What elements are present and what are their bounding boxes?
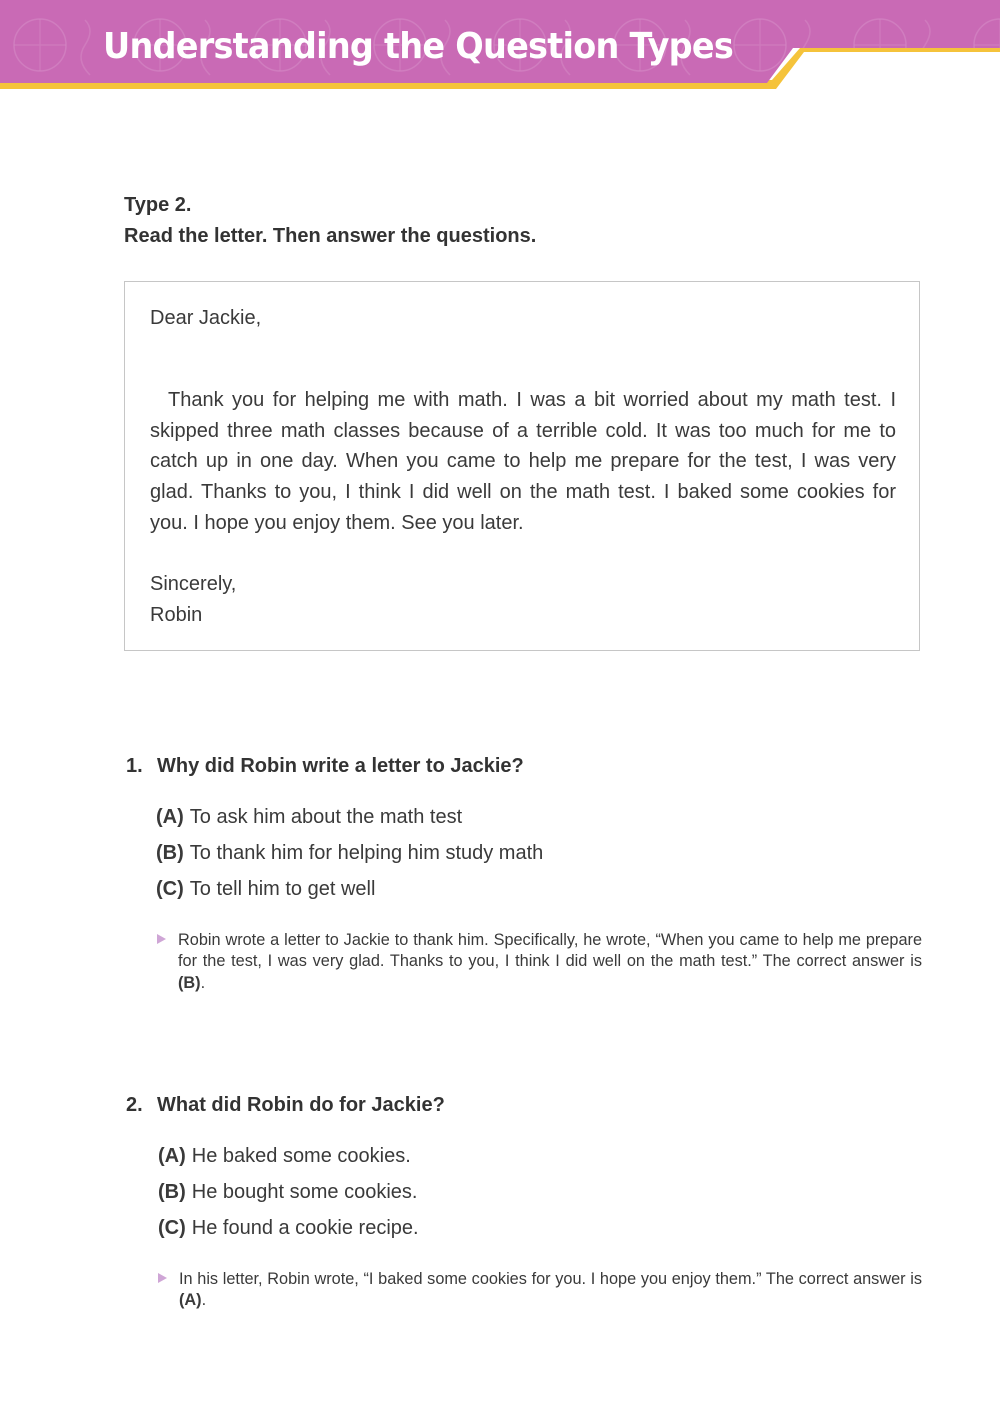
correct-answer: (B)	[178, 973, 201, 992]
explanation-2	[179, 1269, 922, 1312]
option-1c[interactable]	[156, 878, 375, 901]
page-title: Understanding the Question Types	[103, 26, 734, 67]
header-banner	[0, 0, 1000, 92]
section-type-label: Type 2.	[124, 194, 192, 216]
option-text: To ask him about the math test	[189, 806, 463, 828]
section-instructions: Read the letter. Then answer the questions.	[124, 225, 537, 247]
option-text: To thank him for helping him study math	[189, 842, 544, 864]
explanation-text: In his letter, Robin wrote, “I baked some cookies for you. I hope you enjoy them.” The correct answer is	[179, 1270, 922, 1288]
letter-closing: Sincerely,	[150, 573, 237, 595]
question-number: 2.	[126, 1094, 143, 1116]
question-1	[126, 755, 524, 778]
option-letter: (C)	[158, 1217, 186, 1239]
explanation-text: Robin wrote a letter to Jackie to thank him. Specifically, he wrote, “When you came to help me prepare for the test, I was very glad. Thanks to you, I think I did well on the math test.” The correct answer is	[178, 931, 922, 971]
option-2a[interactable]	[158, 1145, 411, 1168]
option-text: He found a cookie recipe.	[191, 1217, 419, 1239]
question-text: Why did Robin write a letter to Jackie?	[157, 755, 524, 777]
explanation-arrow-icon	[158, 1273, 167, 1283]
option-letter: (B)	[156, 842, 184, 864]
question-number: 1.	[126, 755, 143, 777]
option-letter: (B)	[158, 1181, 186, 1203]
letter-body: Thank you for helping me with math. I was a bit worried about my math test. I skipped three math classes because of a terrible cold. It was too much for me to catch up in one day. When you came to help me prepare for the test, I was very glad. Thanks to you, I think I did well on the math test. I baked some cookies for you. I hope you enjoy them. See you later.	[150, 389, 896, 534]
question-2	[126, 1094, 445, 1117]
option-text: To tell him to get well	[189, 878, 376, 900]
option-1a[interactable]	[156, 806, 462, 829]
option-letter: (A)	[158, 1145, 186, 1167]
option-text: He bought some cookies.	[191, 1181, 418, 1203]
option-letter: (C)	[156, 878, 184, 900]
explanation-1	[178, 930, 922, 994]
option-text: He baked some cookies.	[191, 1145, 411, 1167]
explanation-arrow-icon	[157, 934, 166, 944]
option-2c[interactable]	[158, 1217, 419, 1240]
correct-answer: (A)	[179, 1291, 202, 1310]
explanation-end: .	[201, 1291, 207, 1310]
option-1b[interactable]	[156, 842, 543, 865]
option-2b[interactable]	[158, 1181, 417, 1204]
explanation-end: .	[200, 973, 206, 992]
option-letter: (A)	[156, 806, 184, 828]
letter-greeting: Dear Jackie,	[150, 307, 262, 329]
letter-signature: Robin	[150, 604, 203, 626]
question-text: What did Robin do for Jackie?	[157, 1094, 445, 1116]
